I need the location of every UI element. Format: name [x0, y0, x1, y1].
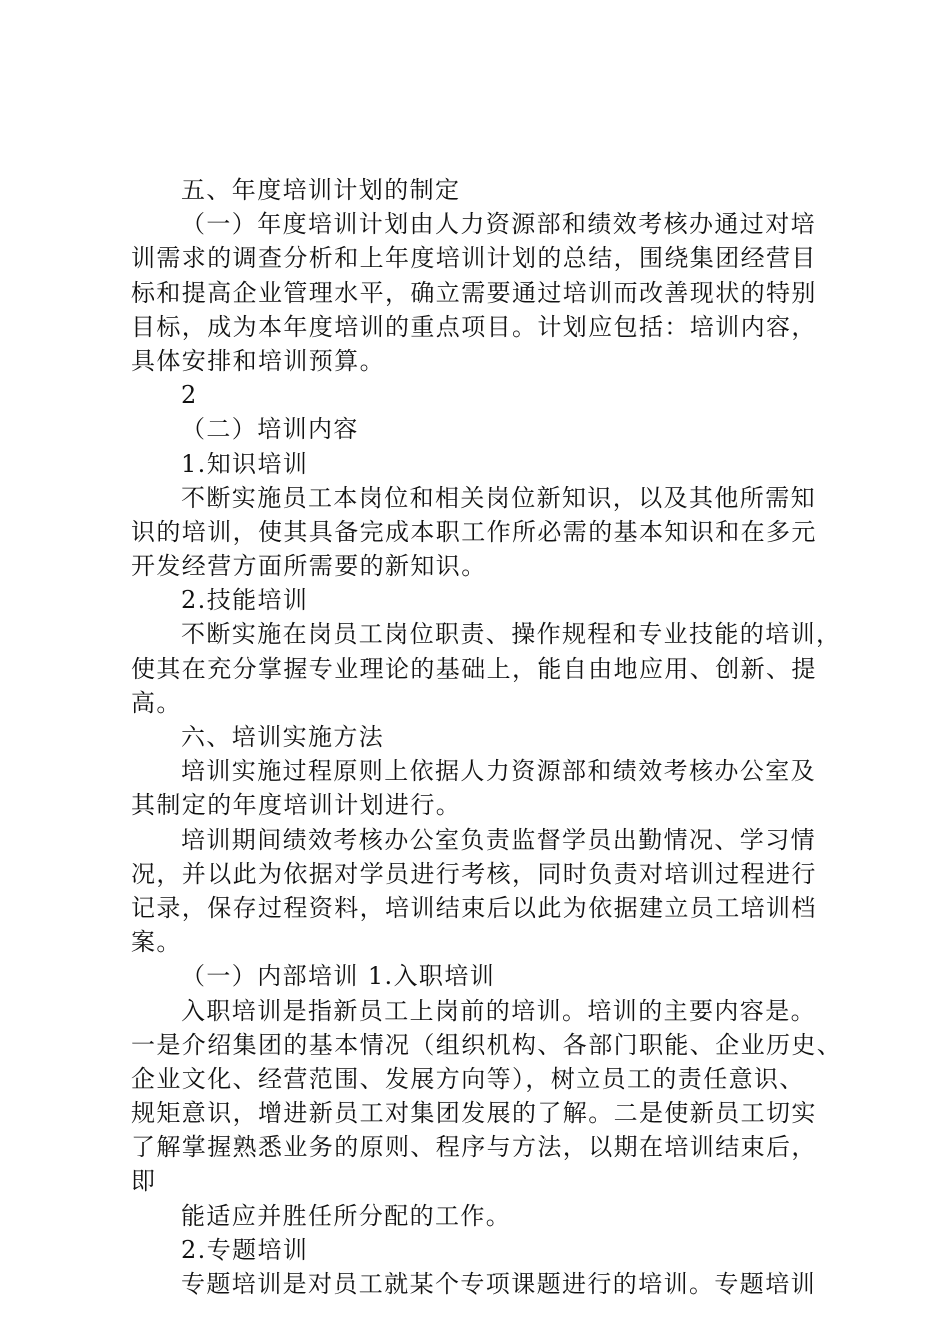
paragraph-line: 企业文化、经营范围、发展方向等），树立员工的责任意识、 [131, 1064, 805, 1093]
paragraph-line: 况，并以此为依据对学员进行考核，同时负责对培训过程进行 [131, 859, 817, 888]
paragraph-line: 规矩意识，增进新员工对集团发展的了解。二是使新员工切实 [131, 1099, 817, 1128]
paragraph-line: 即 [131, 1167, 157, 1196]
paragraph-line: 了解掌握熟悉业务的原则、程序与方法，以期在培训结束后， [131, 1133, 817, 1162]
paragraph-line: 使其在充分掌握专业理论的基础上，能自由地应用、创新、提 [131, 654, 817, 683]
paragraph-line: 具体安排和培训预算。 [131, 346, 385, 375]
page-number: 2 [181, 381, 198, 410]
item-heading: 2.专题培训 [181, 1235, 309, 1264]
paragraph-line: 入职培训是指新员工上岗前的培训。培训的主要内容是。 [181, 996, 816, 1025]
paragraph-line: 高。 [131, 688, 182, 717]
paragraph-line: 识的培训，使其具备完成本职工作所必需的基本知识和在多元 [131, 517, 817, 546]
subsection-heading: （二）培训内容 [181, 415, 359, 444]
subsection-heading: （一）内部培训 1.入职培训 [181, 962, 496, 991]
paragraph-line: 其制定的年度培训计划进行。 [131, 791, 462, 820]
paragraph-line: 培训期间绩效考核办公室负责监督学员出勤情况、学习情 [181, 825, 816, 854]
paragraph-line: 培训实施过程原则上依据人力资源部和绩效考核办公室及 [181, 757, 816, 786]
paragraph-line: 目标，成为本年度培训的重点项目。计划应包括：培训内容， [131, 312, 817, 341]
paragraph-line: 不断实施员工本岗位和相关岗位新知识，以及其他所需知 [181, 483, 816, 512]
paragraph-line: 开发经营方面所需要的新知识。 [131, 552, 487, 581]
paragraph-line: 记录，保存过程资料，培训结束后以此为依据建立员工培训档 [131, 893, 817, 922]
paragraph-line: 训需求的调查分析和上年度培训计划的总结，围绕集团经营目 [131, 244, 817, 273]
item-heading: 2.技能培训 [181, 586, 309, 615]
section-heading-5: 五、年度培训计划的制定 [181, 176, 461, 204]
paragraph-line: 能适应并胜任所分配的工作。 [181, 1201, 512, 1230]
paragraph-line: （一）年度培训计划由人力资源部和绩效考核办通过对培 [181, 210, 816, 239]
paragraph-line: 标和提高企业管理水平，确立需要通过培训而改善现状的特别 [131, 278, 817, 307]
paragraph-line: 一是介绍集团的基本情况（组织机构、各部门职能、企业历史、 [131, 1030, 843, 1059]
paragraph-line: 专题培训是对员工就某个专项课题进行的培训。专题培训 [181, 1270, 816, 1298]
paragraph-line: 不断实施在岗员工岗位职责、操作规程和专业技能的培训， [181, 620, 842, 649]
paragraph-line: 案。 [131, 928, 182, 957]
document-body [131, 173, 843, 1301]
item-heading: 1.知识培训 [181, 449, 309, 478]
section-heading-6: 六、培训实施方法 [181, 723, 385, 751]
